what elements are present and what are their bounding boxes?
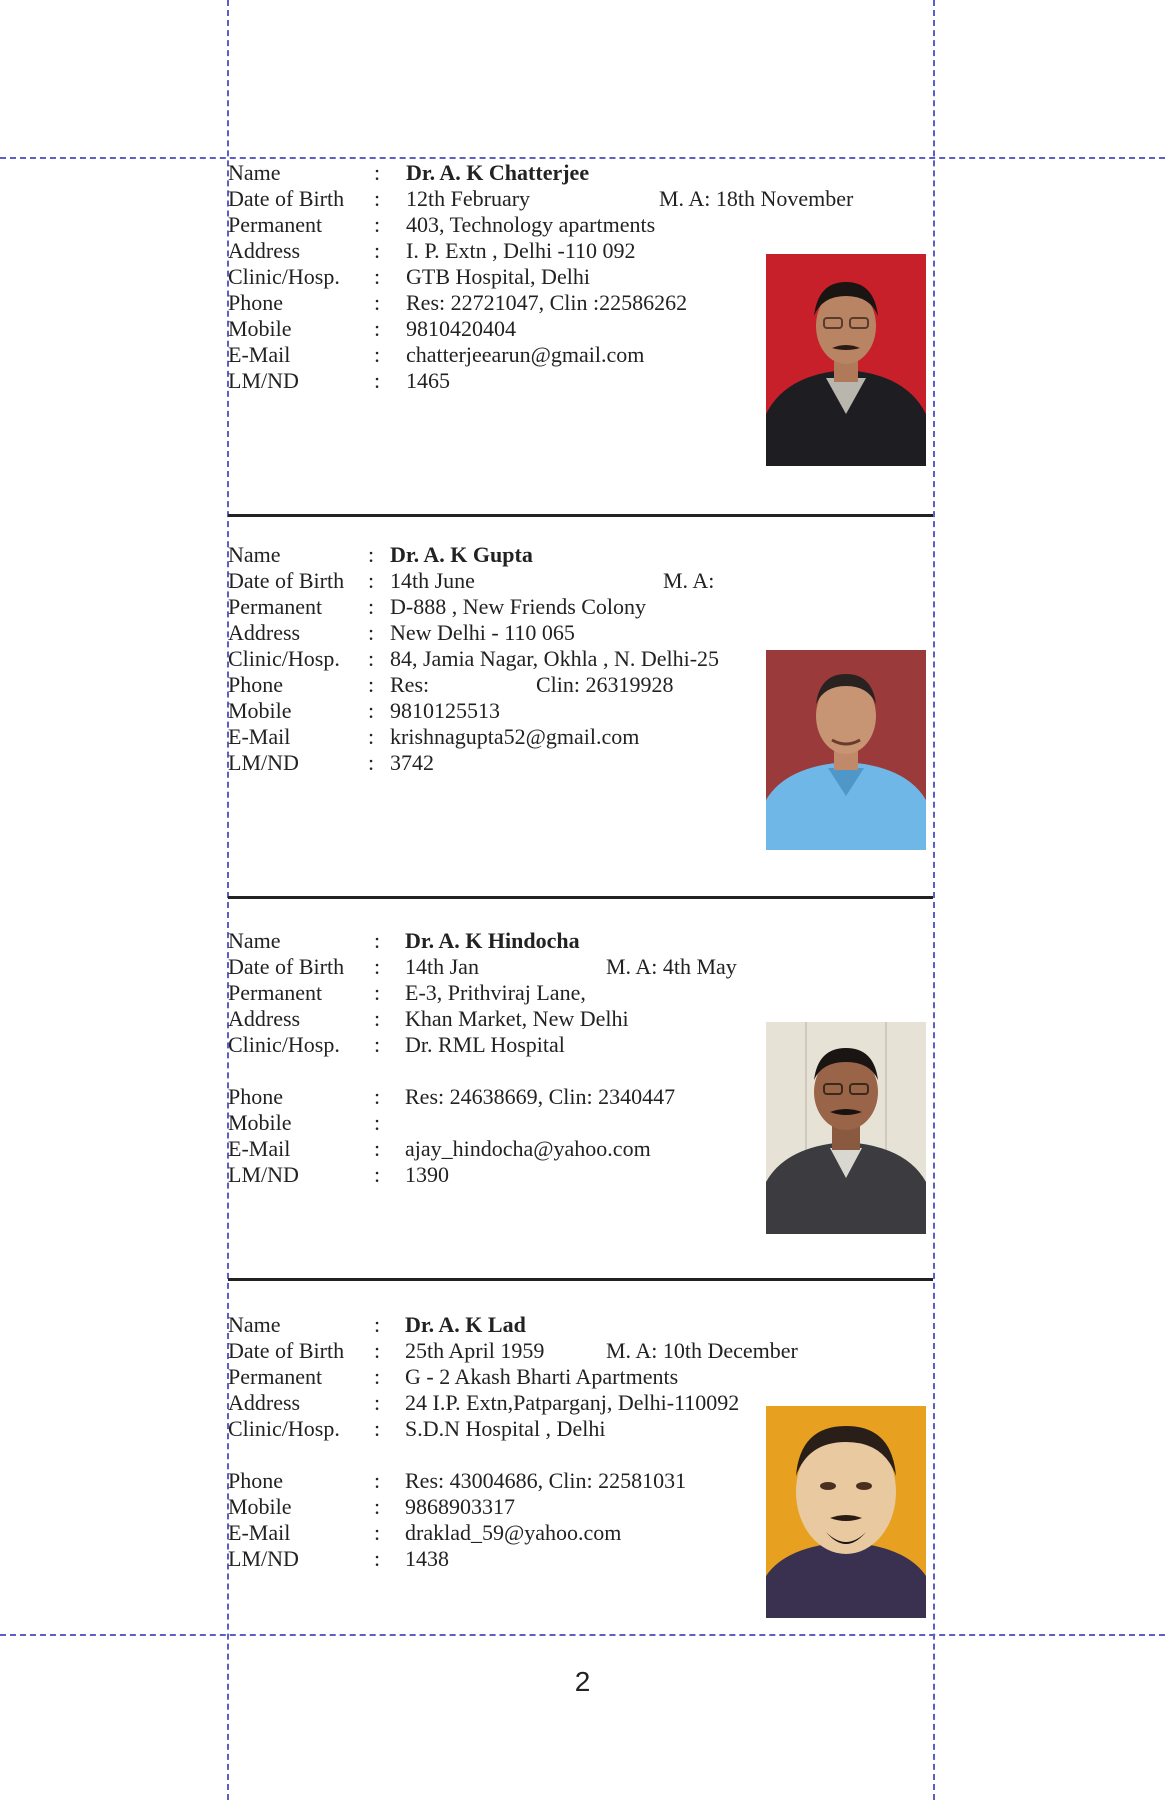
member-name: Dr. A. K Gupta (390, 542, 533, 567)
colon: : (374, 1084, 381, 1109)
colon: : (374, 238, 381, 263)
crop-guide-top (0, 157, 1165, 159)
clinic-label: Clinic/Hosp. (228, 1032, 340, 1057)
phone-label: Phone (228, 672, 283, 697)
permanent-label: Permanent (228, 1364, 323, 1389)
address-value: New Delhi - 110 065 (390, 620, 575, 645)
colon: : (374, 1494, 381, 1519)
phone-label: Phone (228, 1084, 283, 1109)
address-value: Khan Market, New Delhi (405, 1006, 629, 1031)
member-photo (766, 254, 926, 466)
ma-value: M. A: (663, 568, 715, 593)
address-value: 24 I.P. Extn,Patparganj, Delhi-110092 (405, 1390, 740, 1415)
ma-value: M. A: 10th December (606, 1338, 798, 1363)
colon: : (374, 1110, 381, 1135)
permanent-label: Permanent (228, 594, 323, 619)
colon: : (368, 568, 375, 593)
colon: : (374, 186, 381, 211)
member-name: Dr. A. K Hindocha (405, 928, 580, 953)
member-photo (766, 1406, 926, 1618)
colon: : (374, 212, 381, 237)
email-label: E-Mail (228, 1136, 291, 1161)
colon: : (374, 1468, 381, 1493)
email-value: draklad_59@yahoo.com (405, 1520, 622, 1545)
phone-res-value: Res: (390, 672, 430, 697)
dob-value: 25th April 1959 (405, 1338, 545, 1363)
colon: : (374, 368, 381, 393)
email-label: E-Mail (228, 342, 291, 367)
clinic-value: GTB Hospital, Delhi (406, 264, 590, 289)
colon: : (368, 620, 375, 645)
page-number: 2 (574, 1666, 591, 1697)
lmnd-value: 1438 (405, 1546, 449, 1571)
ma-value: M. A: 18th November (659, 186, 854, 211)
email-label: E-Mail (228, 1520, 291, 1545)
name-label: Name (228, 160, 281, 185)
colon: : (374, 928, 381, 953)
permanent-value: 403, Technology apartments (406, 212, 656, 237)
email-label: E-Mail (228, 724, 291, 749)
address-value: I. P. Extn , Delhi -110 092 (406, 238, 636, 263)
colon: : (374, 1390, 381, 1415)
lmnd-label: LM/ND (228, 750, 299, 775)
lmnd-value: 1390 (405, 1162, 449, 1187)
dob-value: 14th June (390, 568, 475, 593)
colon: : (368, 646, 375, 671)
colon: : (374, 264, 381, 289)
address-label: Address (228, 238, 301, 263)
address-label: Address (228, 1006, 301, 1031)
colon: : (374, 954, 381, 979)
phone-clin-value: Clin: 26319928 (536, 672, 674, 697)
lmnd-value: 1465 (406, 368, 450, 393)
dob-value: 14th Jan (405, 954, 479, 979)
clinic-label: Clinic/Hosp. (228, 264, 340, 289)
mobile-value: 9868903317 (405, 1494, 515, 1519)
colon: : (368, 594, 375, 619)
colon: : (374, 1416, 381, 1441)
lmnd-label: LM/ND (228, 1546, 299, 1571)
lmnd-value: 3742 (390, 750, 434, 775)
colon: : (368, 724, 375, 749)
lmnd-label: LM/ND (228, 1162, 299, 1187)
clinic-value: Dr. RML Hospital (405, 1032, 565, 1057)
clinic-label: Clinic/Hosp. (228, 646, 340, 671)
mobile-value: 9810125513 (390, 698, 500, 723)
email-value: krishnagupta52@gmail.com (390, 724, 640, 749)
colon: : (374, 1546, 381, 1571)
name-label: Name (228, 1312, 281, 1337)
colon: : (368, 698, 375, 723)
member-entry (228, 542, 933, 872)
email-value: chatterjeearun@gmail.com (406, 342, 645, 367)
colon: : (374, 1364, 381, 1389)
entry-divider (228, 514, 933, 517)
address-label: Address (228, 1390, 301, 1415)
permanent-label: Permanent (228, 212, 323, 237)
ma-value: M. A: 4th May (606, 954, 737, 979)
colon: : (374, 1162, 381, 1187)
clinic-label: Clinic/Hosp. (228, 1416, 340, 1441)
member-name: Dr. A. K Chatterjee (406, 160, 590, 185)
mobile-label: Mobile (228, 698, 292, 723)
colon: : (374, 1312, 381, 1337)
colon: : (374, 290, 381, 315)
colon: : (368, 672, 375, 697)
mobile-value: 9810420404 (406, 316, 516, 341)
phone-value: Res: 43004686, Clin: 22581031 (405, 1468, 687, 1493)
colon: : (374, 160, 381, 185)
dob-label: Date of Birth (228, 954, 345, 979)
colon: : (374, 980, 381, 1005)
colon: : (368, 542, 375, 567)
colon: : (374, 316, 381, 341)
clinic-value: S.D.N Hospital , Delhi (405, 1416, 606, 1441)
mobile-label: Mobile (228, 316, 292, 341)
mobile-label: Mobile (228, 1494, 292, 1519)
phone-label: Phone (228, 1468, 283, 1493)
phone-value: Res: 24638669, Clin: 2340447 (405, 1084, 676, 1109)
permanent-label: Permanent (228, 980, 323, 1005)
phone-value: Res: 22721047, Clin :22586262 (406, 290, 688, 315)
lmnd-label: LM/ND (228, 368, 299, 393)
colon: : (374, 342, 381, 367)
member-entry (228, 160, 933, 490)
permanent-value: D-888 , New Friends Colony (390, 594, 647, 619)
email-value: ajay_hindocha@yahoo.com (405, 1136, 651, 1161)
colon: : (374, 1520, 381, 1545)
colon: : (374, 1032, 381, 1057)
colon: : (374, 1006, 381, 1031)
name-label: Name (228, 542, 281, 567)
member-photo (766, 650, 926, 850)
member-entry (228, 928, 933, 1258)
dob-label: Date of Birth (228, 1338, 345, 1363)
phone-label: Phone (228, 290, 283, 315)
name-label: Name (228, 928, 281, 953)
member-entry (228, 1312, 933, 1642)
entry-divider (228, 1278, 933, 1281)
colon: : (374, 1136, 381, 1161)
dob-value: 12th February (406, 186, 531, 211)
mobile-label: Mobile (228, 1110, 292, 1135)
crop-guide-right (933, 0, 935, 1800)
colon: : (368, 750, 375, 775)
member-photo (766, 1022, 926, 1234)
dob-label: Date of Birth (228, 186, 345, 211)
dob-label: Date of Birth (228, 568, 345, 593)
address-label: Address (228, 620, 301, 645)
entry-divider (228, 896, 933, 899)
member-name: Dr. A. K Lad (405, 1312, 526, 1337)
colon: : (374, 1338, 381, 1363)
clinic-value: 84, Jamia Nagar, Okhla , N. Delhi-25 (390, 646, 720, 671)
permanent-value: E-3, Prithviraj Lane, (405, 980, 586, 1005)
permanent-value: G - 2 Akash Bharti Apartments (405, 1364, 679, 1389)
